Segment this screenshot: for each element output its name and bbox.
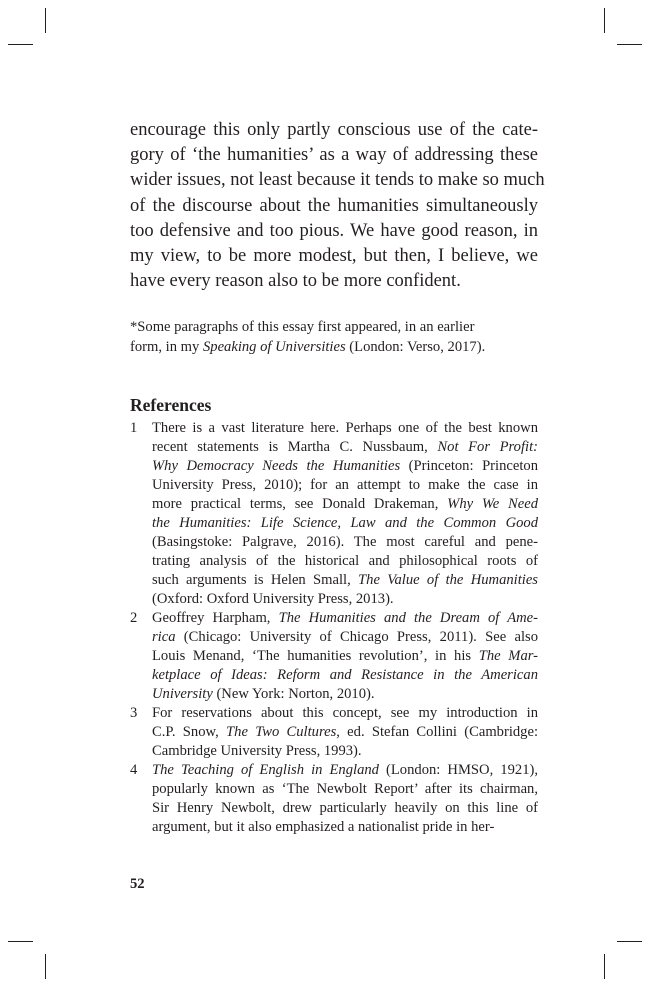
reference-line xyxy=(152,723,538,742)
crop-mark-bottom-left-vertical xyxy=(45,954,46,979)
reference-line xyxy=(152,666,538,685)
crop-mark-top-right-vertical xyxy=(604,8,605,33)
body-line: my view, to be more modest, but then, I believe, we xyxy=(130,246,538,267)
reference-text: popularly known as ‘The Newbolt Report’ after its chairman, xyxy=(152,781,538,797)
reference-line xyxy=(152,590,538,609)
reference-number: 1 xyxy=(130,420,138,436)
crop-mark-top-left-vertical xyxy=(45,8,46,33)
reference-text: Louis Menand, ‘The humanities revolution’, in his xyxy=(152,648,479,664)
reference-title: The Value of the Humanities xyxy=(358,572,538,588)
reference-title: The Mar- xyxy=(478,648,538,664)
reference-title: Why We Need xyxy=(447,496,538,512)
reference-title: Why Democracy Needs the Humanities xyxy=(152,458,401,474)
reference-title: The Humanities and the Dream of Ame- xyxy=(278,610,538,626)
reference-title: University xyxy=(152,686,213,702)
reference-text: such arguments is Helen Small, xyxy=(152,572,359,588)
crop-mark-top-right-horizontal xyxy=(617,44,642,45)
reference-text: recent statements is Martha C. Nussbaum, xyxy=(152,439,438,455)
reference-text: trating analysis of the historical and philosophical roots of xyxy=(152,553,538,569)
note-line: *Some paragraphs of this essay first appeared, in an earlier xyxy=(130,319,475,335)
reference-text: (London: HMSO, 1921), xyxy=(378,762,539,778)
body-line: gory of ‘the humanities’ as a way of addressing these xyxy=(130,145,538,166)
body-line: wider issues, not least because it tends to make so much xyxy=(130,170,545,191)
reference-number: 3 xyxy=(130,705,138,721)
reference-title: The Teaching of English in England xyxy=(152,762,379,778)
reference-text: Sir Henry Newbolt, drew particularly heavily on this line of xyxy=(152,800,538,816)
reference-line xyxy=(152,571,538,590)
page-number: 52 xyxy=(130,876,145,892)
body-line: too defensive and too pious. We have good reason, in xyxy=(130,220,538,241)
reference-line xyxy=(152,419,538,438)
reference-text: argument, but it also emphasized a nationalist pride in her- xyxy=(152,819,495,835)
reference-title: ketplace of Ideas: Reform and Resistance in the American xyxy=(152,667,538,683)
reference-line xyxy=(152,495,538,514)
body-line: have every reason also to be more confident. xyxy=(130,271,461,292)
reference-line xyxy=(152,799,538,818)
reference-item xyxy=(130,419,538,609)
reference-line xyxy=(152,628,538,647)
reference-line xyxy=(152,647,538,666)
crop-mark-bottom-left-horizontal xyxy=(8,941,33,942)
reference-line xyxy=(152,704,538,723)
reference-text: University Press, 2010); for an attempt to make the case in xyxy=(152,477,538,493)
reference-line xyxy=(152,552,538,571)
author-note xyxy=(130,317,538,357)
reference-text: Cambridge University Press, 1993). xyxy=(152,743,362,759)
reference-text: Geoffrey Harpham, xyxy=(152,610,279,626)
references-heading: References xyxy=(130,395,212,415)
reference-line xyxy=(152,742,538,761)
crop-mark-bottom-right-vertical xyxy=(604,954,605,979)
book-title: Speaking of Universities xyxy=(202,339,346,355)
body-line: of the discourse about the humanities simultaneously xyxy=(130,195,538,216)
reference-title: Not For Profit: xyxy=(437,439,538,455)
crop-mark-top-left-horizontal xyxy=(8,44,33,45)
reference-line xyxy=(152,457,538,476)
reference-title: rica xyxy=(152,629,176,645)
body-line: encourage this only partly conscious use of the cate- xyxy=(130,120,538,140)
note-text: (London: Verso, 2017). xyxy=(345,339,486,355)
reference-text: C.P. Snow, xyxy=(152,724,227,740)
reference-text: (Oxford: Oxford University Press, 2013). xyxy=(152,591,394,607)
reference-line xyxy=(152,685,538,704)
reference-line xyxy=(152,533,538,552)
reference-number: 4 xyxy=(130,762,138,778)
reference-item xyxy=(130,761,538,837)
reference-line xyxy=(152,609,538,628)
reference-title: The Two Cultures xyxy=(226,724,337,740)
reference-text: (Chicago: University of Chicago Press, 2011). See also xyxy=(175,629,538,645)
reference-text: For reservations about this concept, see my introduction in xyxy=(152,705,538,721)
reference-item xyxy=(130,704,538,761)
reference-line xyxy=(152,514,538,533)
note-text: form, in my xyxy=(130,339,203,355)
reference-line xyxy=(152,818,538,837)
note-line xyxy=(130,337,538,357)
reference-text: (Princeton: Princeton xyxy=(400,458,538,474)
reference-item xyxy=(130,609,538,704)
reference-line xyxy=(152,476,538,495)
references-list xyxy=(130,419,538,837)
reference-line xyxy=(152,761,538,780)
reference-number: 2 xyxy=(130,610,138,626)
crop-mark-bottom-right-horizontal xyxy=(617,941,642,942)
reference-text: (Basingstoke: Palgrave, 2016). The most careful and pene- xyxy=(152,534,538,550)
reference-text: more practical terms, see Donald Drakeman, xyxy=(152,496,448,512)
reference-text: (New York: Norton, 2010). xyxy=(212,686,375,702)
reference-text: , ed. Stefan Collini (Cambridge: xyxy=(336,724,539,740)
reference-line xyxy=(152,438,538,457)
body-paragraph xyxy=(130,118,545,294)
reference-text: There is a vast literature here. Perhaps one of the best known xyxy=(152,420,538,436)
reference-title: the Humanities: Life Science, Law and the Common Good xyxy=(152,515,538,531)
reference-line xyxy=(152,780,538,799)
